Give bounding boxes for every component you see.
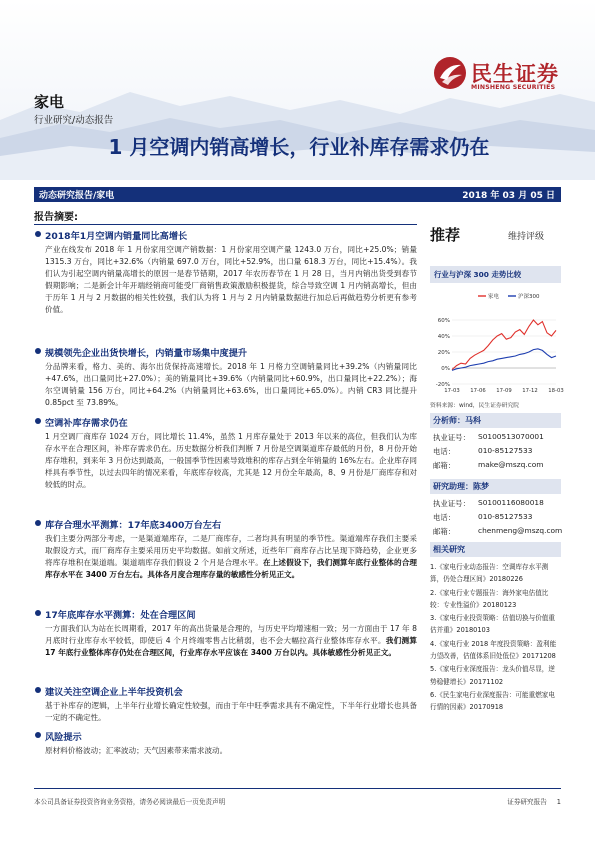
- logo-text-cn: 民生证券: [471, 62, 559, 86]
- rating-label: 推荐: [430, 226, 461, 244]
- report-title: 1 月空调内销高增长，行业补库存需求仍在: [108, 135, 490, 159]
- logo-mark-icon: [433, 56, 467, 90]
- info-key: 电话：: [433, 513, 456, 522]
- section-text: 基于补库存的逻辑，上半年行业增长确定性较强，而由于年中旺季需求具有不确定性，下半年行业增长也具备一定的不确定性。: [45, 701, 417, 722]
- footer-divider: [34, 788, 561, 789]
- chart-y-ticks: [436, 318, 450, 388]
- section-heading: 规模领先企业出货快增长，内销量市场集中度提升: [34, 345, 417, 359]
- legend-label: 沪深300: [518, 294, 540, 300]
- section-heading: 空调补库存需求仍在: [34, 415, 417, 429]
- trend-chart: [430, 288, 564, 400]
- section-body: [34, 531, 417, 581]
- section-heading: 库存合理水平测算：17年底3400万台左右: [34, 517, 417, 531]
- section-body: [34, 698, 417, 724]
- info-row: [430, 432, 561, 446]
- info-key: 执业证号：: [433, 499, 470, 508]
- assistant-title: 研究助理：陈梦: [430, 479, 561, 494]
- chart-legend: [478, 292, 540, 300]
- industry-label: 家电: [34, 93, 65, 111]
- section-heading: 17年底库存水平测算：处在合理区间: [34, 607, 417, 621]
- info-key: 邮箱：: [433, 461, 456, 470]
- y-tick-label: 40%: [437, 334, 450, 340]
- series-line: [452, 320, 556, 370]
- summary-section: [34, 415, 417, 491]
- related-item[interactable]: 2.《家电行业专题报告：海外家电估值比较：专业性溢价》20180123: [430, 588, 549, 609]
- logo-text-en: MINSHENG SECURITIES: [471, 84, 556, 91]
- section-body: [34, 621, 417, 659]
- assistant-info: [430, 498, 561, 540]
- chart-source: 资料来源：wind，民生证券研究院: [430, 403, 520, 409]
- legend-label: 家电: [488, 294, 500, 300]
- summary-column: [34, 224, 417, 789]
- related-item[interactable]: 4.《家电行业 2018 年度投资策略：盈利能力望改善，估值体系旧处低位》20171208: [430, 639, 557, 661]
- related-research-title: 相关研究: [430, 542, 561, 557]
- section-text-bold: 我们测算 17 年底行业整体库存仍处在合理区间，行业库存水平应该在 3400 万台以内。具体敏感性分析见正文。: [45, 636, 418, 657]
- summary-section: [34, 729, 417, 757]
- section-body: [34, 242, 417, 316]
- banner-category: 动态研究报告/家电: [39, 191, 115, 201]
- page-number: 1: [556, 798, 561, 806]
- chart-lines: [452, 320, 556, 370]
- section-heading: 风险提示: [34, 729, 417, 743]
- summary-section: [34, 345, 417, 409]
- document-type: 行业研究/动态报告: [34, 115, 114, 126]
- info-row: [430, 526, 561, 540]
- section-text: 我们主要分两部分考虑，一是渠道端库存，二是厂商库存，二者均具有明显的季节性。渠道端库存我们主要采取假设方式，而厂商库存主要采用历史平均数据。如前文所述，近些年厂商库存占比呈现下降趋势，企业更多将库存堆积在渠道端。渠道端库存我们假设 2 个月是合理水平。: [45, 534, 417, 567]
- footer-brand: 证券研究报告: [507, 798, 547, 806]
- y-tick-label: 60%: [437, 318, 450, 324]
- info-row: [430, 446, 561, 460]
- summary-section: [34, 607, 417, 659]
- info-key: 邮箱：: [433, 527, 456, 536]
- section-heading: 建议关注空调企业上半年投资机会: [34, 684, 417, 698]
- analyst-title: 分析师：马科: [430, 413, 561, 428]
- footer-right: [507, 796, 561, 806]
- section-text: 1 月空调厂商库存 1024 万台，同比增长 11.4%，虽然 1 月库存量处于 2013 年以来的高位，但我们认为库存水平在合理区间，补库存需求仍在。历史数据分析我们判断 7 月份是空调渠道库存最低的月份，8 月份开始库存堆积，到来年 3 月份达到最高，一般国季节性因素导致堆积的库存占到全年销量的 16%左右。企业库存同样具有季节性，以过去四年的情况来看，年底库存较高，尤其是 12 月份全年最高，8、9 月份是厂商库存和对较低的时点。: [45, 432, 417, 489]
- summary-label: 报告摘要:: [34, 212, 78, 223]
- info-key: 执业证号：: [433, 433, 470, 442]
- y-tick-label: 20%: [437, 350, 450, 356]
- info-row: [430, 498, 561, 512]
- related-research-list: [430, 561, 561, 715]
- info-row: [430, 460, 561, 474]
- info-value: 010-85127533: [478, 446, 533, 455]
- chart-title: 行业与沪深 300 走势比较: [430, 266, 561, 283]
- chart-x-ticks: [444, 388, 563, 394]
- banner-date: 2018 年 03 月 05 日: [462, 191, 555, 201]
- x-tick-label: 17-12: [522, 388, 538, 394]
- info-value: S0100513070001: [478, 432, 544, 441]
- rating-block: [430, 224, 561, 244]
- related-item[interactable]: 1.《家电行业动态报告：空调库存水平测算，仍处合理区间》20180226: [430, 563, 549, 584]
- x-tick-label: 18-03: [548, 388, 564, 394]
- x-tick-label: 17-09: [496, 388, 512, 394]
- chart-grid: [452, 320, 556, 384]
- summary-section: [34, 517, 417, 581]
- section-text-bold: 在上述假设下，我们测算年底行业整体的合理库存水平在 3400 万台左右。具体各月度合理库存量的敏感性分析见正文。: [45, 558, 418, 579]
- section-text: 产业在线发布 2018 年 1 月份家用空调产销数据：1 月份家用空调产量 1243.0 万台，同比+25.0%；销量 1315.3 万台，同比+32.6%（内销量 697.0 万台，同比+52.9%，出口量 618.3 万台，同比+15.4%）。我们认为引起空调内销量高增长的原因一是春节错期，2017 年农历春节在 1 月 28 日，当月内销出货受到春节假期影响；二是新会计年开端经销商可能受厂商销售政策激励积极提货，综合导致空调 1 月内销高增长，但由于历年 1 月与 2 月数据的相关性较强，我们认为将 1 月与 2 月内销量数据进行加总后再做趋势分析更有参考价值。: [45, 245, 417, 314]
- y-tick-label: 0%: [441, 366, 450, 372]
- x-tick-label: 17-03: [444, 388, 460, 394]
- related-item[interactable]: 3.《家电行业投资策略：估值切换与价值重估并重》20180103: [430, 614, 555, 635]
- section-body: [34, 743, 417, 757]
- info-row: [430, 512, 561, 526]
- report-banner: [34, 187, 561, 202]
- section-text: 一方面我们认为站在长周期看，2017 年的高出货量是合理的，与历史平均增速相一致；另一方面由于 17 年 8 月底时行业库存水平较低，即使后 4 个月终端零售占比稍弱，也不会大幅拉高行业整体库存水平。: [45, 624, 417, 645]
- info-value: S0100116080018: [478, 498, 544, 507]
- analyst-info: [430, 432, 561, 474]
- section-body: [34, 429, 417, 491]
- summary-section: [34, 684, 417, 724]
- footer-disclaimer: 本公司具备证券投资咨询业务资格，请务必阅读最后一页免责声明: [34, 798, 226, 806]
- summary-section: [34, 228, 417, 316]
- section-text: 分品牌来看，格力、美的、海尔出货保持高速增长。2018 年 1 月格力空调销量同比+39.2%（内销量同比+47.6%，出口量同比+27.0%）；美的销量同比+39.6%（内销量同比+60.9%，出口量同比+22.2%）；海尔空调销量 156 万台，同比+64.2%（内销量同比+63.6%，出口量同比+65.0%）。内销 CR3 同比提升 0.85pct 至 73.89%。: [45, 362, 417, 407]
- email-link[interactable]: make@mszq.com: [478, 460, 544, 469]
- y-tick-label: -20%: [435, 382, 450, 388]
- info-key: 电话：: [433, 447, 456, 456]
- section-heading: 2018年1月空调内销量同比高增长: [34, 228, 417, 242]
- related-item[interactable]: 6.《民生家电行业深度报告：可能重燃家电行情的因素》20170918: [430, 690, 555, 712]
- email-link[interactable]: chenmeng@mszq.com: [478, 526, 563, 535]
- rating-sub: 维持评级: [508, 232, 545, 242]
- x-tick-label: 17-06: [470, 388, 486, 394]
- section-text: 原材料价格波动；汇率波动；天气因素带来需求波动。: [45, 746, 228, 755]
- info-value: 010-85127533: [478, 512, 533, 521]
- section-body: [34, 359, 417, 409]
- related-item[interactable]: 5.《家电行业深度报告：龙头价值尽显，逆势稳健增长》20171102: [430, 665, 555, 686]
